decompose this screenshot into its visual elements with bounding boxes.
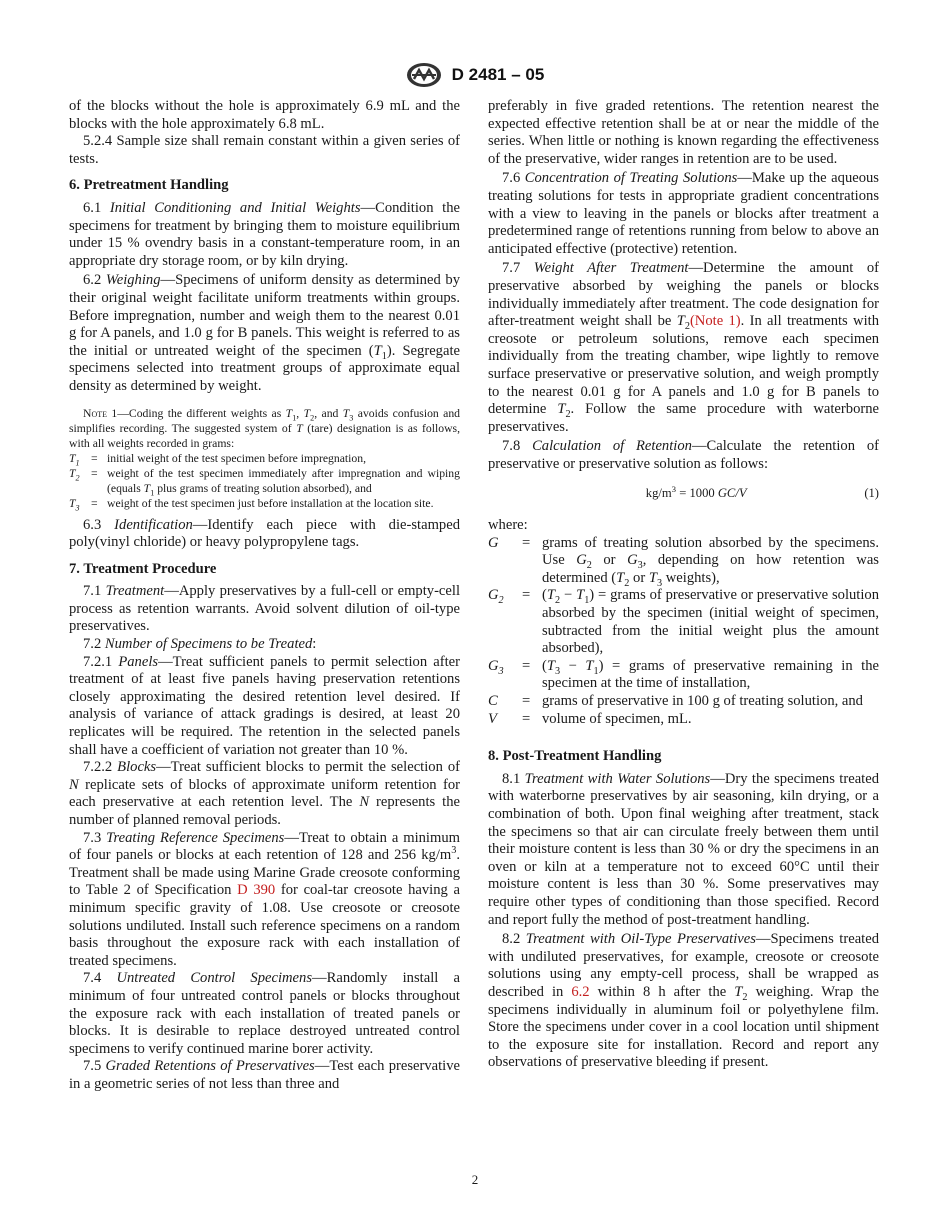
definition-text-part: ) = grams of preservative remaining in the specimen at the time of installation, (542, 657, 879, 692)
symbol-t: T (616, 569, 625, 586)
equation-variables: GC/V (717, 486, 747, 501)
symbol-g: G (627, 552, 638, 569)
paragraph-continuation: of the blocks without the hole is approximately 6.9 mL and the blocks with the hole approximately 6.8 mL. (69, 98, 460, 132)
astm-logo-icon (406, 62, 442, 88)
paragraph-7-8 (488, 438, 879, 473)
reference-link-d390[interactable]: D 390 (237, 882, 276, 899)
definition-text: weight of the test specimen just before installation at the location site. (107, 496, 434, 510)
equals-sign: = (522, 587, 531, 604)
symbol-g: G (488, 587, 499, 604)
equals-sign: = (91, 496, 98, 510)
subscript: 1 (381, 350, 387, 362)
subscript: 1 (75, 457, 80, 467)
paragraph-7-2-2 (69, 759, 460, 829)
symbol-t: T (69, 496, 76, 510)
symbol-g: G (576, 552, 587, 569)
section-title: Concentration of Treating Solutions (524, 170, 738, 187)
section-body: —Identify each piece with die-stamped poly(vinyl chloride) or heavy polypropylene tags. (69, 516, 460, 551)
paragraph-6-2 (69, 272, 460, 395)
section-title: Blocks (117, 759, 157, 776)
subscript: 2 (624, 577, 630, 589)
definition-symbol: C (488, 693, 498, 709)
definition-text (542, 587, 879, 657)
section-body: —Specimens treated with undiluted preservatives, for example, creosote or creosote solutions using any empty-cell process, shall be wrapped as described in (488, 931, 879, 1000)
definition-text-part: plus grams of treating solution absorbed), and (154, 481, 372, 495)
paragraph-5-2-4: 5.2.4 Sample size shall remain constant within a given series of tests. (69, 133, 460, 167)
symbol-t: T (648, 569, 657, 586)
symbol-n: N (359, 794, 370, 811)
section-body: . Treatment shall be made using Marine Grade creosote conforming to Table 2 of Specification (69, 847, 460, 899)
paragraph-continuation: preferably in five graded retentions. The retention nearest the expected effective retention shall be at or near the middle of the series. When little or nothing is known regarding the effectiveness of the preservative, wider ranges in retention are to be used. (488, 98, 879, 167)
section-body: for coal-tar creosote having a minimum specific gravity of 1.08. Use creosote or creosote solutions undiluted. Install such reference specimens on a random basis throughout the exposure rack with each installation of treated specimens. (69, 882, 460, 969)
section-body: ). Segregate specimens selected into treatment groups of approximate equal density as determined by weight. (69, 342, 460, 394)
paragraph-7-6 (488, 170, 879, 258)
symbol-t: T (143, 481, 151, 495)
section-body: —Specimens of uniform density as determined by their original weight facilitate uniform treatments within groups. Before impregnation, number and weigh them to the nearest 0.01 g for A panels, and 1.0 g for B panels. This weight is referred to as the initial or untreated weight of the specimen ( (69, 272, 461, 359)
section-number: 7.2.2 (83, 759, 118, 776)
symbol-t: T (557, 401, 566, 418)
section-number: 7.5 (83, 1058, 106, 1075)
section-heading-7: 7. Treatment Procedure (69, 560, 217, 577)
equals-sign: = (91, 451, 98, 465)
section-title: Identification (114, 516, 193, 533)
subscript: 2 (75, 472, 80, 482)
section-body: represents the number of planned removal periods. (69, 794, 460, 828)
equation-expression (488, 485, 864, 503)
subscript: 2 (586, 560, 592, 572)
section-number: 6.3 (83, 516, 115, 533)
definition-text-part: , depending on how retention was determined ( (542, 552, 879, 586)
note-text: , (296, 406, 304, 420)
definition-symbol (69, 496, 91, 511)
section-number: 6.2 (83, 272, 106, 289)
symbol-t: T (285, 406, 293, 420)
symbol-t: T (546, 657, 555, 674)
section-title: Treatment with Oil-Type Preservatives (525, 931, 756, 948)
section-body: . In all treatments with creosote or petroleum solutions, remove each specimen individually from the treating chamber, wipe lightly to remove surface preservative or preservative solution, and weigh promptly to the nearest 0.01 g for A panels and 1.0 g for B panels to determine (488, 313, 879, 418)
definition-text-part: weight of the test specimen immediately after impregnation and wiping (equals (107, 466, 460, 495)
section-number: 7.2.1 (83, 653, 119, 670)
section-body: —Apply preservatives by a full-cell or empty-cell process as retention warrants. Avoid solvent dilution of oil-type preservatives. (69, 583, 460, 635)
paragraph-7-3 (69, 830, 460, 971)
symbol-t: T (342, 406, 350, 420)
definition-symbol (69, 451, 91, 466)
superscript: 3 (451, 845, 457, 857)
subscript: 2 (684, 321, 690, 333)
section-title: Treatment (105, 583, 165, 600)
section-title: Initial Conditioning and Initial Weights (109, 199, 361, 216)
section-body: —Treat sufficient blocks to permit the selection of (156, 759, 461, 776)
equals-sign: = (522, 693, 531, 709)
definition-symbol (488, 658, 522, 693)
section-title: Weight After Treatment (533, 260, 689, 277)
paragraph-6-1 (69, 200, 460, 270)
subscript: 1 (593, 665, 599, 677)
section-body: —Dry the specimens treated with waterborne preservatives by air seasoning, kiln drying, or a combination of both. Upon final weighing after treatment, stack the specimens so that air can circulate freely between them until their moisture content is less than 30 % or dry the specimens in an oven or kiln at a temperature not to exceed 60°C until their moisture content is less than 30 %. Some preservatives may require other types of conditioning than those specified. Record and report fully the method of post-treatment handling. (488, 770, 879, 928)
superscript: 3 (671, 484, 677, 495)
paragraph-7-2 (69, 636, 460, 654)
symbol-t: T (373, 342, 382, 359)
symbol-t: T (546, 587, 555, 604)
minus-sign: − (560, 587, 577, 604)
paragraph-7-4 (69, 970, 460, 1058)
note-definition-t3 (69, 496, 460, 511)
equals-sign: = (522, 657, 531, 674)
paragraph-7-1 (69, 583, 460, 636)
paragraph-8-1 (488, 771, 879, 929)
definition-symbol (488, 587, 522, 657)
document-id: D 2481 – 05 (451, 65, 545, 84)
section-body: : (312, 636, 317, 653)
definition-g3 (488, 658, 879, 693)
page-number: 2 (471, 1172, 479, 1187)
paragraph-7-2-1 (69, 654, 460, 760)
section-body: —Treat sufficient panels to permit selection after treatment of at least five panels having preservation retentions closely approximating the desired retention level desired. If analysis of variance of attack gradings is desired, at least 20 replicates will be required. The retention in the selected panels shall have a coefficient of variation not greater than 10 %. (69, 653, 460, 758)
definition-text (542, 535, 879, 588)
definition-text (542, 658, 879, 693)
paragraph-7-7 (488, 260, 879, 436)
subscript: 2 (498, 595, 504, 607)
section-title: Treatment with Water Solutions (524, 770, 711, 787)
subscript: 1 (292, 412, 297, 422)
symbol-t: T (303, 406, 311, 420)
subscript: 3 (498, 665, 504, 677)
definition-g2 (488, 587, 879, 657)
note-label: Note 1 (83, 406, 118, 420)
note-text: (tare) designation is as follows, with all weights recorded in grams: (69, 421, 460, 450)
equation-lhs: kg/m (645, 486, 672, 501)
reference-link-6-2[interactable]: 6.2 (571, 983, 590, 1000)
symbol-n: N (69, 776, 79, 793)
symbol-t: T (734, 983, 743, 1000)
definition-g (488, 535, 879, 588)
subscript: 3 (656, 577, 663, 589)
left-column (69, 98, 460, 1094)
section-title: Panels (118, 653, 159, 670)
section-number: 7.8 (502, 438, 533, 455)
symbol-t: T (576, 587, 585, 604)
definition-text-part: grams of treating solution absorbed by the specimens. Use (542, 534, 879, 569)
subscript: 2 (742, 991, 748, 1003)
equation-number: (1) (864, 486, 879, 501)
right-column (488, 98, 879, 1072)
definition-symbol (69, 466, 91, 496)
definition-text: volume of specimen, mL. (542, 710, 692, 727)
definition-v (488, 711, 879, 729)
section-title: Untreated Control Specimens (116, 970, 313, 987)
note-text: —Coding the different weights as (117, 406, 286, 420)
section-body: weighing. Wrap the specimens individually in aluminum foil or polyethylene film. Store the specimens under cover in a cool location until shipment to the exposure site for installation. Record and report any observations of preservative bleeding if present. (488, 983, 879, 1071)
note-definition-t2 (69, 466, 460, 496)
section-heading-8: 8. Post-Treatment Handling (488, 748, 662, 765)
section-body: —Calculate the retention of preservative or preservative solution as follows: (488, 438, 879, 472)
page-header (0, 62, 950, 88)
paragraph-8-2 (488, 931, 879, 1072)
section-body: within 8 h after the (589, 983, 735, 1000)
section-number: 8.1 (502, 770, 525, 787)
equation-1 (488, 485, 879, 503)
note-definition-t1 (69, 451, 460, 466)
section-body: —Randomly install a minimum of four untreated control panels or blocks throughout the exposure rack with each installation of treated panels or blocks. It is desirable to replace destroyed untreated control specimens to verify continued marine borer activity. (69, 970, 460, 1057)
symbol-t: T (296, 421, 303, 435)
subscript: 3 (555, 665, 561, 677)
definition-text-part: or (629, 569, 649, 586)
section-number: 6.1 (83, 199, 110, 216)
paragraph-6-3 (69, 517, 460, 552)
section-number: 7.7 (502, 260, 534, 277)
subscript: 1 (150, 487, 155, 497)
section-body: —Make up the aqueous treating solutions for tests in appropriate gradient concentrations with a view to leaving in the panels or blocks after treatment a predetermined range of retentions running from below to above an anticipated effective (protective) retention. (488, 170, 879, 257)
subscript: 2 (555, 595, 561, 607)
equals-sign: = (91, 466, 98, 480)
equals-sign: = (522, 534, 531, 551)
section-heading-6: 6. Pretreatment Handling (69, 177, 229, 194)
section-title: Treating Reference Specimens (106, 829, 285, 846)
where-label: where: (488, 517, 528, 534)
section-title: Weighing (105, 272, 161, 289)
definition-text (107, 466, 460, 496)
note-1 (69, 406, 460, 451)
subscript: 3 (75, 502, 80, 512)
definition-text-part: ( (542, 587, 547, 604)
section-body: —Treat to obtain a minimum of four panels or blocks at each retention of 128 and 256 kg/m (69, 829, 460, 864)
definition-symbol: G (488, 534, 499, 551)
section-body: —Condition the specimens for treatment by bringing them to moisture equilibrium under 15 % ovendry basis in a constant-temperature room, in an appropriate dry storage room, or by kiln drying. (69, 199, 460, 269)
section-number: 7.2 (83, 636, 105, 653)
note-text: , and (314, 406, 343, 420)
reference-link-note-1[interactable]: (Note 1) (689, 313, 741, 330)
definition-symbol: V (488, 710, 497, 727)
section-body: . Follow the same procedure with waterborne preservatives. (488, 401, 880, 435)
section-number: 7.4 (83, 970, 117, 987)
definition-text-part: or (591, 552, 628, 569)
definition-text-part: weights), (662, 569, 720, 586)
section-body: —Determine the amount of preservative absorbed by weighing the panels or blocks individually immediately after treatment. The code designation for after-treatment weight shall be (488, 260, 880, 330)
section-title: Calculation of Retention (532, 438, 692, 455)
section-body: —Test each preservative in a geometric series of not less than three and (69, 1058, 460, 1092)
section-title: Graded Retentions of Preservatives (105, 1058, 315, 1075)
symbol-t: T (69, 451, 76, 465)
symbol-t: T (676, 313, 685, 330)
symbol-t: T (585, 657, 594, 674)
subscript: 3 (637, 560, 643, 572)
section-title: Number of Specimens to be Treated (104, 636, 313, 653)
symbol-g: G (488, 657, 499, 674)
equation-operator: = 1000 (676, 486, 718, 501)
subscript: 2 (565, 409, 571, 420)
section-number: 8.2 (502, 931, 526, 948)
section-number: 7.1 (83, 583, 106, 600)
paragraph-7-5 (69, 1058, 460, 1093)
subscript: 3 (349, 412, 354, 422)
subscript: 2 (310, 412, 315, 422)
definition-text: grams of preservative in 100 g of treating solution, and (542, 693, 863, 709)
section-number: 7.6 (502, 170, 525, 187)
equals-sign: = (522, 710, 531, 727)
section-body: replicate sets of blocks of approximate uniform retention for each preservative at each retention level. The (69, 776, 460, 811)
symbol-t: T (69, 466, 76, 480)
definition-text: initial weight of the test specimen before impregnation, (107, 451, 366, 465)
subscript: 1 (584, 595, 590, 607)
definition-text-part: ( (542, 657, 547, 674)
note-text: avoids confusion and simplifies recording. The suggested system of (69, 406, 461, 435)
section-number: 7.3 (83, 829, 107, 846)
minus-sign: − (560, 657, 586, 674)
definition-c (488, 693, 879, 711)
definition-text-part: ) = grams of preservative or preservative solution absorbed by the specimen (initial weight of specimen, subtracted from the initial weight plus the amount absorbed), (542, 587, 879, 657)
